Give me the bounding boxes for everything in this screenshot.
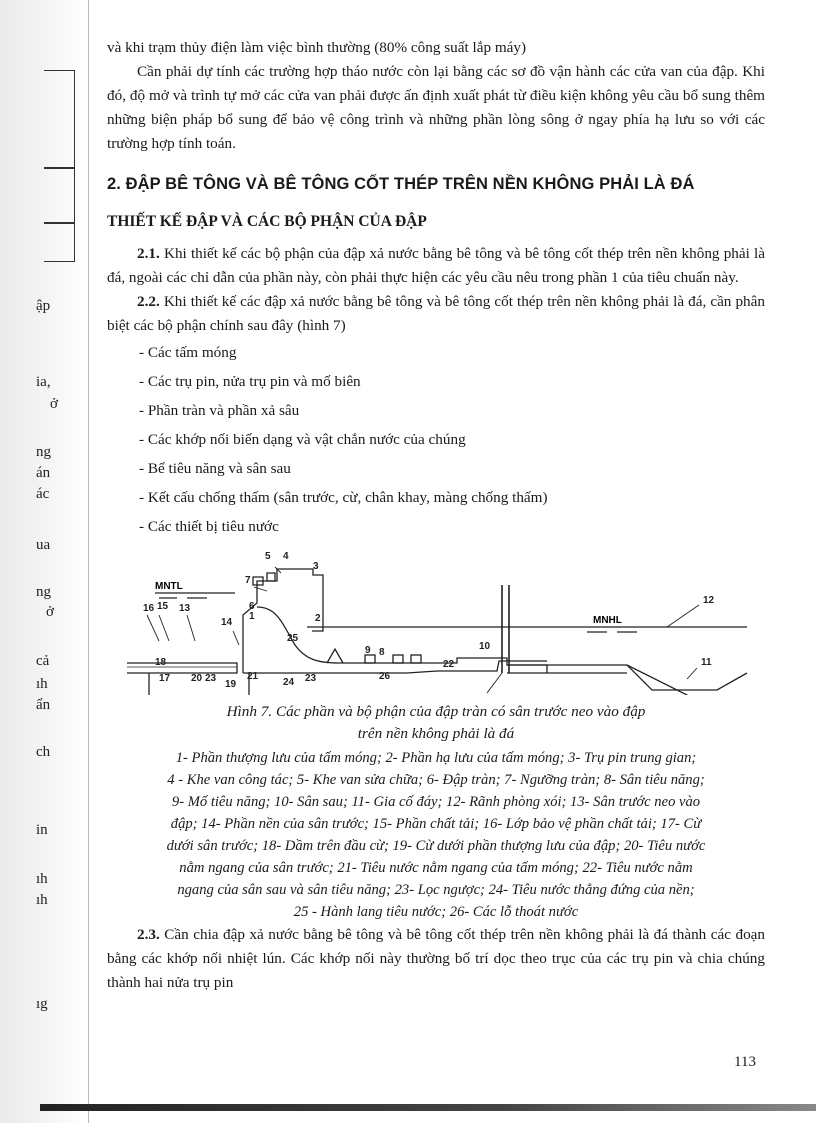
margin-fragment: ng — [36, 584, 51, 600]
margin-fragment: ở — [46, 604, 54, 620]
figure-number: 23 — [305, 673, 317, 684]
clause-number: 2.2. — [137, 293, 160, 310]
subsection-heading: THIẾT KẾ ĐẬP VÀ CÁC BỘ PHẬN CỦA ĐẬP — [107, 213, 427, 230]
margin-fragment: ập — [36, 298, 51, 314]
legend-line: ngang của sân sau và sân tiêu năng; 23- Lọc ngược; 24- Tiêu nước thẳng đứng của nền; — [177, 882, 695, 898]
figure-number: 12 — [703, 595, 715, 606]
legend-line: đập; 14- Phần nền của sân trước; 15- Phần chất tải; 16- Lớp bảo vệ phần chất tải; 17- Cừ — [170, 816, 702, 832]
page-number: 113 — [734, 1054, 756, 1070]
figure-number: 21 — [247, 671, 259, 682]
baffle-block — [411, 655, 421, 663]
baffle-block — [393, 655, 403, 663]
legend-line: 4 - Khe van công tác; 5- Khe van sửa chữa; 6- Đập tràn; 7- Ngưỡng tràn; 8- Sân tiêu năng; — [167, 772, 705, 788]
dam-foundation-slab — [243, 671, 437, 673]
figure-number: 9 — [365, 645, 371, 656]
figure-number: 7 — [245, 575, 251, 586]
list-item: - Các khớp nối biến dạng và vật chắn nước của chúng — [139, 431, 466, 448]
dam-diagram — [107, 545, 765, 695]
section-heading: 2. ĐẬP BÊ TÔNG VÀ BÊ TÔNG CỐT THÉP TRÊN NỀN KHÔNG PHẢI LÀ ĐÁ — [107, 175, 695, 193]
paragraph-intro: và khi trạm thủy điện làm việc bình thường (80% công suất lắp máy) — [107, 39, 527, 56]
margin-fragment: ở — [50, 396, 58, 412]
baffle-block — [365, 655, 375, 663]
margin-fragment: ıh — [36, 892, 48, 908]
clause-number: 2.3. — [137, 926, 160, 943]
figure-number: 4 — [283, 551, 289, 562]
figure-number: 17 — [159, 673, 171, 684]
margin-fragment: cả — [36, 653, 50, 669]
clause-text: Cần chia đập xả nước bằng bê tông và bê tông cốt thép trên nền không phải là đá thành các đoạn bằng các khớp nối nhiệt lún. Các khớp nối này thường bố trí dọc theo trục của các trụ pin và chia chúng thành hai nửa trụ pin — [107, 926, 765, 991]
figure-number: 14 — [221, 617, 233, 628]
figure-number: 11 — [701, 657, 712, 668]
margin-bracket — [44, 70, 75, 168]
margin-bracket — [44, 168, 75, 224]
figure-number: 26 — [379, 671, 391, 682]
figure-caption — [107, 701, 765, 745]
margin-fragment: ıg — [36, 996, 48, 1012]
legend-line: 1- Phần thượng lưu của tấm móng; 2- Phần hạ lưu của tấm móng; 3- Trụ pin trung gian; — [175, 750, 697, 766]
figure-number: 20 — [191, 673, 203, 684]
list-item: - Các thiết bị tiêu nước — [139, 518, 279, 535]
margin-fragment: ıh — [36, 871, 48, 887]
gate-slot — [267, 573, 275, 581]
page-gutter-line — [88, 0, 89, 1123]
clause-2-2 — [107, 290, 765, 338]
margin-bracket — [44, 222, 75, 262]
margin-fragment: ng — [36, 444, 51, 460]
figure-number: 25 — [287, 633, 299, 644]
figure-number: 22 — [443, 659, 455, 670]
figure-number: 24 — [283, 677, 295, 688]
drainage-gallery — [327, 649, 343, 663]
figure-number: 16 — [143, 603, 155, 614]
margin-fragment: án — [36, 465, 51, 481]
dam-cross-section-figure — [107, 545, 765, 695]
clause-text: Khi thiết kế các đập xả nước bằng bê tông và bê tông cốt thép trên nền không phải là đá, cần phân biệt các bộ phận chính sau đây (hình 7) — [107, 293, 765, 334]
clause-2-1 — [107, 242, 765, 290]
bottom-rule — [40, 1104, 816, 1111]
scour-trench — [627, 665, 747, 690]
margin-fragment: ia, — [36, 374, 51, 390]
legend-line: 9- Mố tiêu năng; 10- Sân sau; 11- Gia cố đáy; 12- Rãnh phòng xói; 13- Sân trước neo vào — [171, 794, 701, 810]
margin-fragment: in — [36, 822, 48, 838]
list-item: - Các trụ pin, nửa trụ pin và mố biên — [139, 373, 361, 390]
upstream-apron — [127, 663, 237, 673]
figure-number: 1 — [249, 611, 255, 622]
list-item: - Các tấm móng — [139, 344, 237, 361]
figure-number: 19 — [225, 679, 237, 690]
figure-number: 3 — [313, 561, 319, 572]
legend-line: dưới sân trước; 18- Dầm trên đầu cừ; 19- Cừ dưới phần thượng lưu của đập; 20- Tiêu nước — [166, 838, 706, 854]
figure-number: 8 — [379, 647, 385, 658]
margin-fragment: ch — [36, 744, 51, 760]
list-item: - Phần tràn và phần xả sâu — [139, 402, 300, 419]
list-item: - Bể tiêu năng và sân sau — [139, 460, 291, 477]
figure-number: 6 — [249, 601, 255, 612]
figure-number: 13 — [179, 603, 191, 614]
caption-line: trên nền không phải là đá — [357, 725, 515, 742]
margin-fragment: ẩn — [36, 697, 51, 713]
caption-line: Hình 7. Các phần và bộ phận của đập tràn có sân trước neo vào đập — [226, 703, 646, 720]
clause-number: 2.1. — [137, 245, 160, 262]
label-mnhl: MNHL — [593, 615, 622, 626]
clause-2-3 — [107, 923, 765, 995]
label-mntl: MNTL — [155, 581, 183, 592]
figure-number: 5 — [265, 551, 271, 562]
figure-number: 10 — [479, 641, 491, 652]
clause-text: Khi thiết kế các bộ phận của đập xả nước bằng bê tông và bê tông cốt thép trên nền không phải là đá, ngoài các chỉ dẫn của phần này, còn phải thực hiện các yêu cầu nêu trong phần 1 của tiêu chuẩn này. — [107, 245, 766, 286]
component-list — [139, 338, 765, 541]
paragraph-calculation: Cần phải dự tính các trường hợp tháo nước còn lại bằng các sơ đồ vận hành các cửa van của đập. Khi đó, độ mở và trình tự mở các cửa van phải được ấn định xuất phát từ điều kiện không yêu cầu bổ sung thêm những biện pháp bổ sung để bảo vệ công trình và những phần lòng sông ở ngay phía hạ lưu so với các trường hợp tính toán. — [107, 63, 765, 152]
figure-number: 2 — [315, 613, 321, 624]
figure-number: 15 — [157, 601, 169, 612]
figure-legend — [107, 747, 765, 923]
legend-line: nằm ngang của sân trước; 21- Tiêu nước nằm ngang của tấm móng; 22- Tiêu nước nằm — [179, 860, 693, 876]
page-body — [107, 36, 765, 995]
margin-fragment: ua — [36, 537, 51, 553]
figure-number: 18 — [155, 657, 167, 668]
margin-fragment: ác — [36, 486, 50, 502]
figure-number: 23 — [205, 673, 217, 684]
list-item: - Kết cấu chống thấm (sân trước, cừ, chân khay, màng chống thấm) — [139, 489, 548, 506]
margin-fragment: ıh — [36, 676, 48, 692]
legend-line: 25 - Hành lang tiêu nước; 26- Các lỗ thoát nước — [293, 904, 579, 920]
